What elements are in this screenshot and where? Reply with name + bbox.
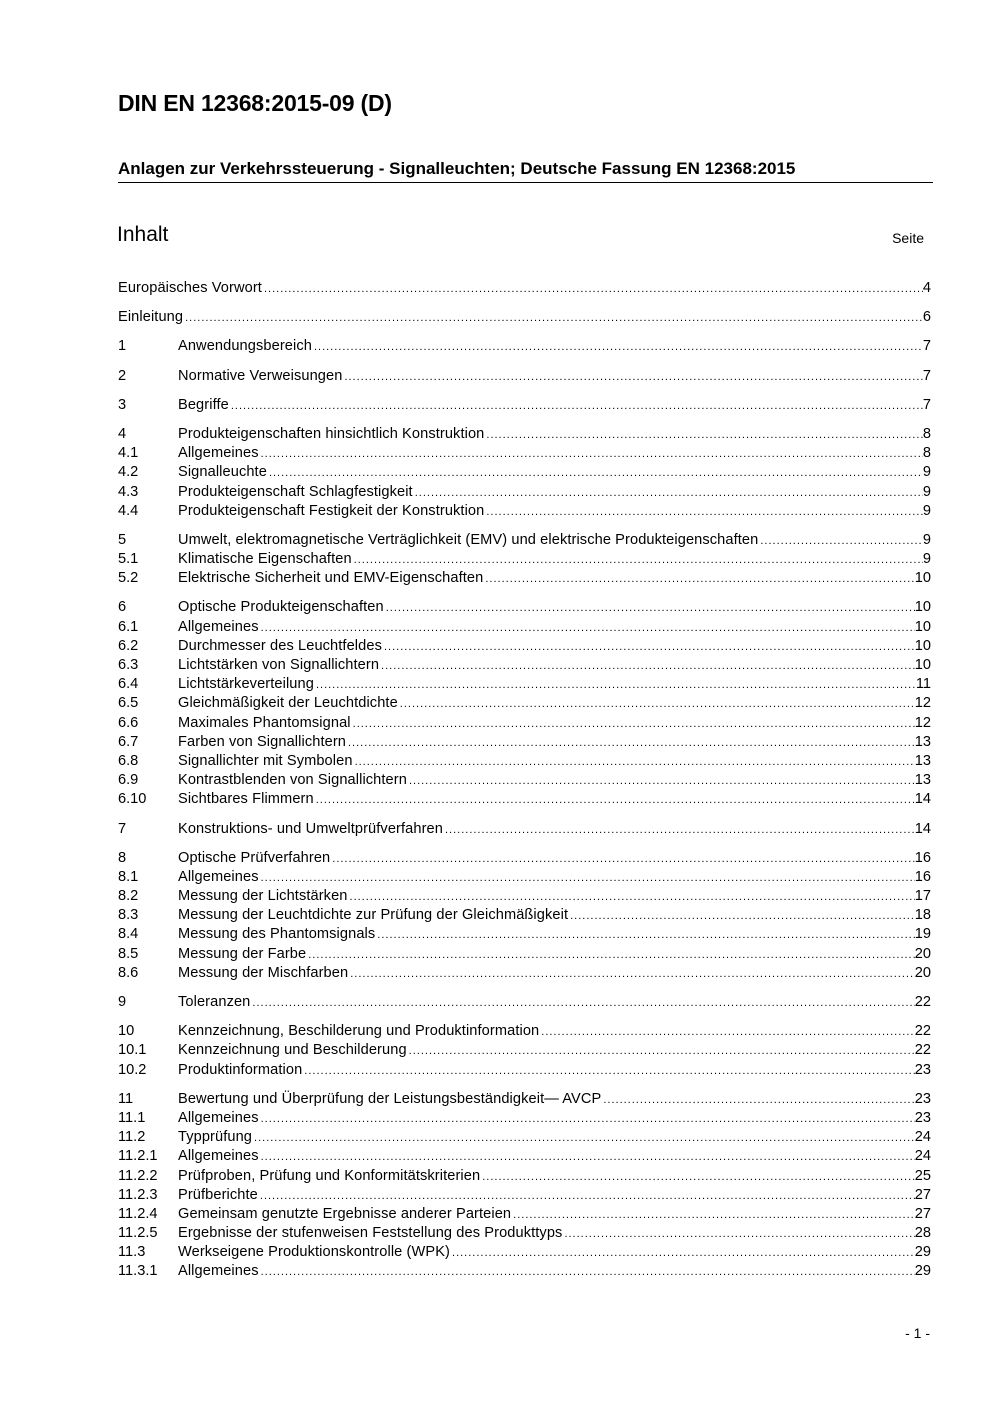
toc-entry-page: 23 [914, 1061, 931, 1078]
toc-entry-page: 9 [922, 483, 931, 500]
toc-entry-page: 24 [914, 1148, 931, 1165]
toc-entry-number: 8.2 [118, 888, 139, 905]
toc-dot-leader [377, 925, 914, 945]
toc-entry[interactable] [118, 1061, 931, 1080]
document-title: DIN EN 12368:2015-09 (D) [118, 90, 392, 116]
toc-entry-page: 7 [922, 396, 931, 413]
toc-entry-page: 10 [914, 657, 931, 673]
toc-entry[interactable] [118, 598, 931, 617]
toc-dot-leader [486, 502, 923, 522]
toc-entry-page: 16 [914, 868, 931, 885]
toc-group [118, 993, 931, 1012]
toc-entry-number: 3 [118, 396, 127, 413]
toc-dot-leader [354, 550, 923, 570]
toc-entry[interactable] [118, 1090, 931, 1109]
toc-entry[interactable] [118, 425, 931, 444]
toc-dot-leader [386, 598, 915, 618]
toc-entry-number: 6.7 [118, 733, 139, 750]
toc-dot-leader [316, 790, 915, 810]
toc-entry-title: Allgemeines [178, 868, 259, 885]
toc-group [118, 598, 931, 809]
toc-entry[interactable] [118, 771, 931, 790]
toc-entry[interactable] [118, 925, 931, 944]
toc-entry-title: Durchmesser des Leuchtfeldes [178, 637, 382, 654]
toc-entry[interactable] [118, 849, 931, 868]
toc-entry-number: 11.2.1 [118, 1148, 158, 1165]
toc-entry-title: Kontrastblenden von Signallichtern [178, 772, 407, 789]
toc-entry-title: Einleitung [118, 309, 184, 326]
toc-dot-leader [252, 993, 914, 1013]
toc-entry-title: Messung des Phantomsignals [178, 926, 376, 943]
toc-dot-leader [261, 618, 915, 638]
toc-entry-page: 20 [914, 945, 931, 962]
toc-entry[interactable] [118, 1022, 931, 1041]
toc-entry-number: 5.1 [118, 551, 139, 568]
toc-dot-leader [513, 1205, 915, 1225]
toc-entry-page: 7 [922, 367, 931, 384]
toc-entry-number: 8.4 [118, 926, 139, 943]
toc-entry-title: Allgemeines [178, 1109, 259, 1126]
toc-entry-page: 10 [914, 599, 931, 616]
toc-group [118, 1090, 931, 1282]
toc-entry-title: Messung der Leuchtdichte zur Prüfung der Gleichmäßigkeit [178, 907, 569, 924]
toc-entry[interactable] [118, 694, 931, 713]
toc-entry-page: 22 [914, 994, 931, 1010]
toc-entry-number: 11.3 [118, 1244, 146, 1261]
toc-entry[interactable] [118, 444, 931, 463]
toc-entry-number: 11.2.2 [118, 1167, 158, 1184]
toc-entry-title: Allgemeines [178, 1263, 259, 1280]
toc-entry[interactable] [118, 820, 931, 839]
toc-entry[interactable] [118, 906, 931, 925]
toc-entry-title: Klimatische Eigenschaften [178, 551, 352, 568]
toc-entry-number: 6.4 [118, 676, 139, 693]
toc-entry-number: 6.8 [118, 752, 139, 769]
toc-group [118, 279, 931, 298]
toc-dot-leader [415, 483, 923, 503]
toc-page-label: Seite [892, 230, 924, 246]
toc-dot-leader [314, 337, 923, 357]
toc-entry[interactable] [118, 1262, 931, 1281]
toc-entry[interactable] [118, 656, 931, 675]
toc-entry[interactable] [118, 279, 931, 298]
toc-entry-title: Gleichmäßigkeit der Leuchtdichte [178, 695, 398, 712]
toc-dot-leader [353, 714, 915, 734]
toc-entry-page: 22 [914, 1023, 931, 1040]
toc-group [118, 820, 931, 839]
toc-dot-leader [261, 1262, 915, 1282]
toc-dot-leader [231, 396, 923, 416]
toc-entry-title: Kennzeichnung und Beschilderung [178, 1042, 407, 1059]
toc-entry-page: 10 [914, 637, 931, 654]
toc-entry[interactable] [118, 463, 931, 482]
toc-entry-page: 6 [922, 309, 931, 326]
toc-dot-leader [316, 675, 916, 695]
toc-dot-leader [409, 771, 915, 791]
toc-entry-title: Messung der Lichtstärken [178, 888, 348, 905]
toc-dot-leader [381, 656, 915, 676]
toc-dot-leader [348, 733, 915, 753]
toc-dot-leader [261, 868, 915, 888]
toc-entry-number: 6.5 [118, 695, 139, 712]
toc-dot-leader [350, 887, 915, 907]
toc-entry[interactable] [118, 618, 931, 637]
toc-dot-leader [452, 1243, 915, 1263]
toc-entry[interactable] [118, 367, 931, 386]
toc-entry-number: 11.2.3 [118, 1186, 158, 1203]
toc-entry-page: 10 [914, 618, 931, 635]
toc-entry-page: 7 [922, 338, 931, 355]
toc-entry-title: Maximales Phantomsignal [178, 714, 351, 731]
toc-entry-number: 11.2 [118, 1129, 146, 1146]
toc-dot-leader [355, 752, 915, 772]
toc-entry-title: Signallichter mit Symbolen [178, 752, 353, 769]
toc-entry-title: Prüfberichte [178, 1186, 258, 1203]
toc-entry-page: 25 [914, 1167, 931, 1184]
toc-heading: Inhalt [117, 223, 169, 246]
toc-entry-number: 11.3.1 [118, 1263, 158, 1280]
toc-entry-page: 12 [914, 714, 931, 731]
toc-entry-title: Typprüfung [178, 1129, 253, 1146]
toc-group [118, 337, 931, 356]
toc-entry-number: 10.1 [118, 1042, 147, 1059]
toc-entry-title: Gemeinsam genutzte Ergebnisse anderer Parteien [178, 1205, 512, 1222]
toc-entry-title: Produktinformation [178, 1061, 303, 1078]
toc-dot-leader [261, 1109, 915, 1129]
toc-entry-number: 6.1 [118, 618, 139, 635]
toc-entry-title: Europäisches Vorwort [118, 280, 262, 296]
toc-dot-leader [603, 1090, 914, 1110]
toc-entry-title: Allgemeines [178, 445, 259, 462]
toc-group [118, 308, 931, 327]
toc-entry[interactable] [118, 1128, 931, 1147]
toc-dot-leader [332, 849, 915, 869]
toc-entry-page: 11 [915, 676, 931, 693]
toc-entry-number: 2 [118, 367, 127, 384]
toc-entry-number: 6.3 [118, 657, 139, 673]
toc-entry-title: Produkteigenschaft Schlagfestigkeit [178, 483, 413, 500]
toc-entry-page: 9 [922, 531, 931, 548]
toc-group [118, 396, 931, 415]
toc-entry-page: 13 [914, 772, 931, 789]
toc-entry[interactable] [118, 1205, 931, 1224]
toc-entry-title: Ergebnisse der stufenweisen Feststellung des Produkttyps [178, 1225, 563, 1242]
toc-entry-title: Kennzeichnung, Beschilderung und Produktinformation [178, 1023, 540, 1040]
toc-group [118, 367, 931, 386]
toc-entry-page: 20 [914, 964, 931, 981]
toc-entry-number: 8.5 [118, 945, 139, 962]
toc-entry-number: 5 [118, 531, 127, 548]
toc-dot-leader [570, 906, 915, 926]
toc-dot-leader [350, 964, 915, 984]
toc-entry[interactable] [118, 945, 931, 964]
toc-entry-title: Umwelt, elektromagnetische Verträglichkeit (EMV) und elektrische Produkteigenschaften [178, 531, 759, 548]
toc-entry[interactable] [118, 1243, 931, 1262]
toc-entry[interactable] [118, 714, 931, 733]
toc-entry[interactable] [118, 887, 931, 906]
toc-dot-leader [269, 463, 923, 483]
toc-dot-leader [400, 694, 915, 714]
toc-entry[interactable] [118, 637, 931, 656]
toc-group [118, 849, 931, 983]
toc-entry-page: 13 [914, 733, 931, 750]
toc-entry-number: 6 [118, 599, 127, 616]
toc-entry-title: Signalleuchte [178, 464, 267, 481]
toc-entry-number: 7 [118, 820, 127, 837]
toc-entry-page: 13 [914, 752, 931, 769]
toc-entry-number: 4 [118, 425, 127, 442]
toc-entry-title: Produkteigenschaften hinsichtlich Konstruktion [178, 425, 485, 442]
toc-entry-page: 12 [914, 695, 931, 712]
toc-dot-leader [445, 820, 915, 840]
toc-entry-page: 8 [922, 445, 931, 462]
toc-entry-title: Anwendungsbereich [178, 338, 312, 355]
toc-entry[interactable] [118, 308, 931, 327]
toc-entry-title: Allgemeines [178, 1148, 259, 1165]
toc-dot-leader [760, 531, 923, 551]
toc-entry-title: Sichtbares Flimmern [178, 791, 314, 808]
toc-entry[interactable] [118, 550, 931, 569]
toc-entry-page: 23 [914, 1090, 931, 1107]
toc-entry[interactable] [118, 868, 931, 887]
toc-entry[interactable] [118, 1186, 931, 1205]
toc-entry-title: Messung der Mischfarben [178, 964, 349, 981]
toc-entry-page: 9 [922, 464, 931, 481]
toc-entry-number: 6.10 [118, 791, 147, 808]
toc-entry-title: Konstruktions- und Umweltprüfverfahren [178, 820, 443, 837]
toc-entry[interactable] [118, 733, 931, 752]
toc-entry-title: Toleranzen [178, 994, 251, 1010]
page-number: - 1 - [905, 1325, 930, 1341]
toc-entry-page: 19 [914, 926, 931, 943]
toc-dot-leader [185, 308, 923, 328]
toc-entry[interactable] [118, 502, 931, 521]
toc-entry-number: 5.2 [118, 570, 139, 587]
toc-dot-leader [564, 1224, 914, 1244]
toc-entry-page: 10 [914, 570, 931, 587]
toc-entry-number: 4.3 [118, 483, 139, 500]
toc-entry-title: Optische Produkteigenschaften [178, 599, 384, 616]
toc-entry[interactable] [118, 1147, 931, 1166]
toc-dot-leader [264, 279, 923, 299]
document-subtitle: Anlagen zur Verkehrssteuerung - Signalleuchten; Deutsche Fassung EN 12368:2015 [118, 159, 933, 183]
toc-entry-number: 6.2 [118, 637, 139, 654]
toc-dot-leader [304, 1061, 914, 1081]
toc-dot-leader [260, 1186, 915, 1206]
toc-entry-number: 8.6 [118, 964, 139, 981]
toc-entry-page: 24 [914, 1129, 931, 1146]
toc-entry-number: 8.1 [118, 868, 139, 885]
toc-entry-number: 6.9 [118, 772, 139, 789]
toc-entry[interactable] [118, 1041, 931, 1060]
toc-dot-leader [254, 1128, 915, 1148]
toc-entry-number: 8.3 [118, 907, 139, 924]
toc-entry[interactable] [118, 1224, 931, 1243]
toc-dot-leader [486, 425, 922, 445]
toc-entry[interactable] [118, 752, 931, 771]
toc-entry-number: 4.4 [118, 502, 139, 519]
toc-entry-page: 29 [914, 1244, 931, 1261]
toc-entry[interactable] [118, 1167, 931, 1186]
toc-group [118, 531, 931, 589]
toc-entry-page: 4 [922, 280, 931, 296]
toc-group [118, 425, 931, 521]
toc-entry-title: Normative Verweisungen [178, 367, 343, 384]
toc-entry-title: Elektrische Sicherheit und EMV-Eigenschaften [178, 570, 484, 587]
toc-group [118, 1022, 931, 1080]
toc-entry-page: 27 [914, 1205, 931, 1222]
toc-entry-page: 22 [914, 1042, 931, 1059]
toc-entry-number: 10 [118, 1023, 135, 1040]
toc-entry-number: 4.1 [118, 445, 139, 462]
toc-entry[interactable] [118, 675, 931, 694]
toc-entry[interactable] [118, 1109, 931, 1128]
toc-entry-number: 8 [118, 849, 127, 866]
toc-entry-title: Lichtstärkeverteilung [178, 676, 314, 693]
toc-entry-title: Allgemeines [178, 618, 259, 635]
toc-entry-page: 8 [922, 425, 931, 442]
toc-entry-title: Messung der Farbe [178, 945, 307, 962]
toc-dot-leader [384, 637, 915, 657]
toc-entry-title: Optische Prüfverfahren [178, 849, 331, 866]
toc-entry[interactable] [118, 531, 931, 550]
toc-entry-page: 17 [914, 888, 931, 905]
toc-entry-page: 18 [914, 907, 931, 924]
toc-entry-page: 29 [914, 1263, 931, 1280]
toc-dot-leader [261, 1147, 915, 1167]
toc-entry-title: Bewertung und Überprüfung der Leistungsbeständigkeit— AVCP [178, 1090, 602, 1107]
toc-dot-leader [261, 444, 923, 464]
toc-entry-title: Farben von Signallichtern [178, 733, 346, 750]
toc-entry-number: 4.2 [118, 464, 139, 481]
toc-entry-number: 10.2 [118, 1061, 147, 1078]
toc-dot-leader [482, 1167, 915, 1187]
toc-entry-page: 27 [914, 1186, 931, 1203]
toc-entry-page: 14 [914, 791, 931, 808]
toc-entry-title: Lichtstärken von Signallichtern [178, 657, 380, 673]
toc-dot-leader [344, 367, 922, 387]
toc-entry-page: 28 [914, 1225, 931, 1242]
toc-entry-page: 14 [914, 820, 931, 837]
toc-entry-number: 11.1 [118, 1109, 146, 1126]
toc-entry[interactable] [118, 993, 931, 1012]
toc-entry[interactable] [118, 569, 931, 588]
toc-entry-number: 11.2.4 [118, 1205, 158, 1222]
toc-entry-number: 9 [118, 994, 127, 1010]
toc-entry[interactable] [118, 483, 931, 502]
toc-entry-title: Werkseigene Produktionskontrolle (WPK) [178, 1244, 451, 1261]
toc-entry[interactable] [118, 790, 931, 809]
toc-entry-page: 23 [914, 1109, 931, 1126]
toc-dot-leader [308, 945, 915, 965]
toc-entry-number: 6.6 [118, 714, 139, 731]
toc-entry-page: 16 [914, 849, 931, 866]
toc-dot-leader [409, 1041, 915, 1061]
toc-entry[interactable] [118, 964, 931, 983]
toc-entry-number: 1 [118, 338, 127, 355]
toc-entry-title: Begriffe [178, 396, 229, 413]
toc-entry-page: 9 [922, 502, 931, 519]
table-of-contents [118, 279, 931, 1292]
toc-entry-number: 11 [118, 1090, 134, 1107]
toc-entry-page: 9 [922, 551, 931, 568]
toc-entry[interactable] [118, 396, 931, 415]
toc-dot-leader [541, 1022, 915, 1042]
toc-entry-title: Prüfproben, Prüfung und Konformitätskriterien [178, 1167, 481, 1184]
toc-entry-title: Produkteigenschaft Festigkeit der Konstruktion [178, 502, 485, 519]
toc-entry[interactable] [118, 337, 931, 356]
toc-entry-number: 11.2.5 [118, 1225, 158, 1242]
toc-dot-leader [485, 569, 914, 589]
